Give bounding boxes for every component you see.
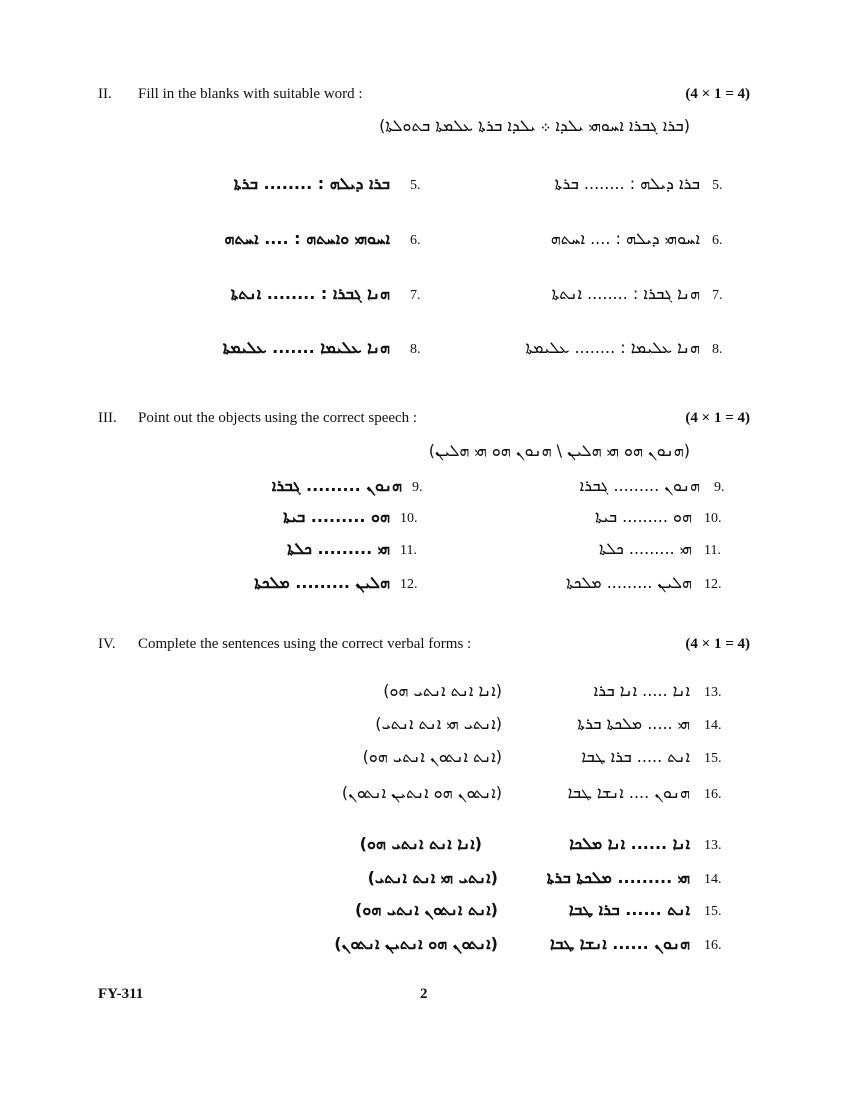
q6-right-number: 6. [712, 233, 723, 248]
q7-left-text: ܗܢܐ ܓܒܪܐ : ........ ܐܢܬܬܐ [230, 284, 390, 303]
section-3-title: Point out the objects using the correct speech : [138, 410, 418, 426]
paper-code: FY-311 [98, 986, 144, 1002]
q5-right-number: 5. [712, 178, 723, 193]
q5-left-text: ܒܪܐ ܕܝܠܗ : ........ ܒܪܬܐ [233, 174, 390, 193]
q7-left-number: 7. [410, 288, 421, 303]
q15a-text: ܐܢܬ ..... ܒܪܐ ܛܒܐ [581, 747, 690, 766]
q6-left-text: ܐܚܘܗܝ ܘܐܚܬܗ : .... ܐܚܬܗ [224, 229, 390, 248]
q12-left-text: ܗܠܝܢ ......... ܡܠܟܬܐ [254, 573, 390, 592]
q10-right-text: ܗܘ ......... ܒܝܬܐ [595, 507, 692, 526]
q8-right-text: ܗܢܐ ܥܠܝܡܐ : ........ ܥܠܝܡܬܐ [525, 338, 700, 357]
q11-right-number: 11. [704, 543, 721, 558]
q13a-number: 13. [704, 685, 722, 700]
section-3-options: (ܗܢܘܢ ܗܘ ܗܝ ܗܠܝܢ \ ܗܢܘܢ ܗܘ ܗܝ ܗܠܝܢ) [428, 441, 690, 460]
q14a-number: 14. [704, 718, 722, 733]
q13b-options: (ܐܢܐ ܐܢܬ ܐܢܬܝ ܗܘ) [359, 834, 482, 853]
q9-right-number: 9. [714, 480, 725, 495]
q15b-text: ܐܢܬ ...... ܒܪܐ ܛܒܐ [568, 900, 690, 919]
q5-right-text: ܒܪܐ ܕܝܠܗ : ........ ܒܪܬܐ [554, 174, 700, 193]
q9-left-text: ܗܢܘܢ ......... ܓܒܪܐ [271, 476, 402, 495]
q16a-number: 16. [704, 787, 722, 802]
q12-right-text: ܗܠܝܢ ......... ܡܠܟܬܐ [566, 573, 692, 592]
q16b-number: 16. [704, 938, 722, 953]
q8-left-text: ܗܢܐ ܥܠܝܡܐ ....... ܥܠܝܡܬܐ [222, 338, 390, 357]
q13a-options: (ܐܢܐ ܐܢܬ ܐܢܬܝ ܗܘ) [383, 681, 502, 700]
q10-left-text: ܗܘ ......... ܒܝܬܐ [283, 507, 390, 526]
q15a-options: (ܐܢܬ ܐܢܬܘܢ ܐܢܬܝ ܗܘ) [362, 747, 502, 766]
q14b-text: ܗܝ ......... ܡܠܟܬܐ ܒܪܬܐ [546, 868, 690, 887]
section-2-options: (ܒܪܐ ܓܒܪܐ ܐܚܘܗܝ ܝܠܕܐ ܀ ܝܠܕܐ ܒܪܬܐ ܥܠܡܬܐ ܒܬܘܠܬܐ) [379, 116, 690, 135]
section-4-marks: (4 × 1 = 4) [685, 636, 750, 652]
q14a-options: (ܐܢܬܝ ܗܝ ܐܢܬ ܐܢܬܝ) [375, 714, 502, 733]
q8-right-number: 8. [712, 342, 723, 357]
q12-right-number: 12. [704, 577, 722, 592]
q7-right-text: ܗܢܐ ܓܒܪܐ : ........ ܐܢܬܬܐ [551, 284, 700, 303]
q5-left-number: 5. [410, 178, 421, 193]
q11-left-number: 11. [400, 543, 417, 558]
q6-left-number: 6. [410, 233, 421, 248]
q6-right-text: ܐܚܘܗܝ ܕܝܠܗ : .... ܐܚܬܗ [550, 229, 700, 248]
q7-right-number: 7. [712, 288, 723, 303]
q13b-text: ܐܢܐ ...... ܐܢܐ ܡܠܟܐ [569, 834, 690, 853]
section-2-number: II. [98, 86, 112, 102]
q16b-options: (ܐܢܬܘܢ ܗܘ ܐܢܬܝܢ ܐܢܬܘܢ) [334, 934, 498, 953]
q8-left-number: 8. [410, 342, 421, 357]
q9-right-text: ܗܢܘܢ ......... ܓܒܪܐ [579, 476, 700, 495]
section-2-marks: (4 × 1 = 4) [685, 86, 750, 102]
q11-right-text: ܗܝ ......... ܟܠܬܐ [598, 539, 692, 558]
q15a-number: 15. [704, 751, 722, 766]
q14b-number: 14. [704, 872, 722, 887]
section-4-number: IV. [98, 636, 116, 652]
q14a-text: ܗܝ ..... ܡܠܟܬܐ ܒܪܬܐ [577, 714, 690, 733]
section-2-title: Fill in the blanks with suitable word : [138, 86, 363, 102]
q16a-text: ܗܢܘܢ .... ܐܢܫܐ ܛܒܐ [567, 783, 690, 802]
page-number: 2 [420, 986, 428, 1002]
q12-left-number: 12. [400, 577, 418, 592]
q9-left-number: 9. [412, 480, 423, 495]
q13a-text: ܐܢܐ ..... ܐܢܐ ܒܪܐ [593, 681, 690, 700]
q10-left-number: 10. [400, 511, 418, 526]
q16b-text: ܗܢܘܢ ...... ܐܢܫܐ ܛܒܐ [549, 934, 690, 953]
q10-right-number: 10. [704, 511, 722, 526]
q15b-number: 15. [704, 904, 722, 919]
q11-left-text: ܗܝ ......... ܟܠܬܐ [287, 539, 390, 558]
section-4-title: Complete the sentences using the correct verbal forms : [138, 636, 472, 652]
section-3-marks: (4 × 1 = 4) [685, 410, 750, 426]
q15b-options: (ܐܢܬ ܐܢܬܘܢ ܐܢܬܝ ܗܘ) [355, 900, 498, 919]
section-3-number: III. [98, 410, 117, 426]
q13b-number: 13. [704, 838, 722, 853]
q16a-options: (ܐܢܬܘܢ ܗܘ ܐܢܬܝܢ ܐܢܬܘܢ) [341, 783, 502, 802]
q14b-options: (ܐܢܬܝ ܗܝ ܐܢܬ ܐܢܬܝ) [367, 868, 498, 887]
